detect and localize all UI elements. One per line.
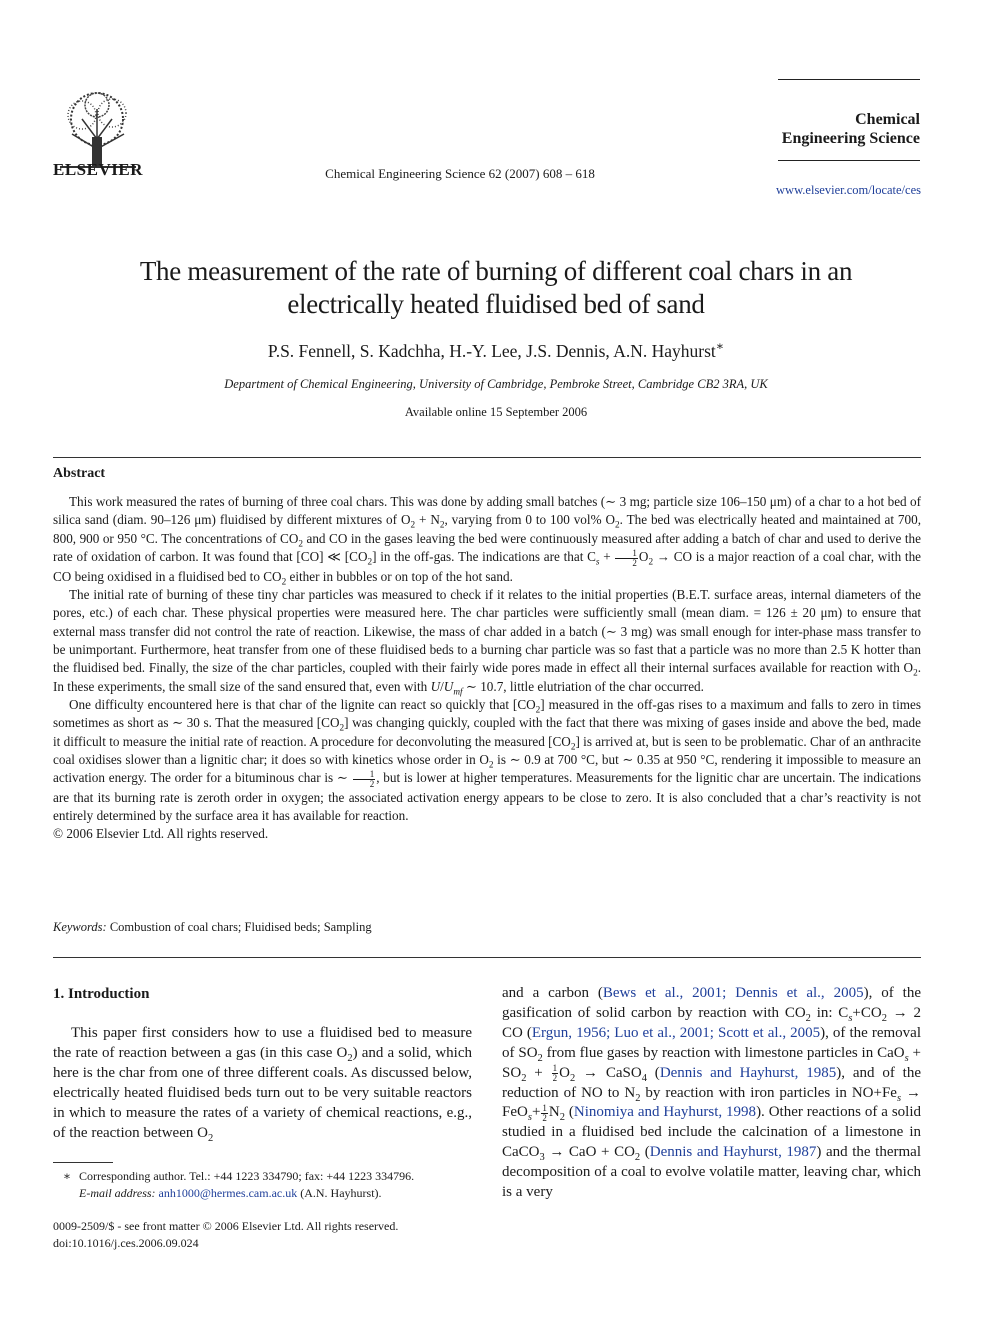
footnote-corresponding-author <box>53 1168 472 1201</box>
footnote-line-1 <box>53 1168 472 1185</box>
journal-title-line2: Engineering Science <box>781 130 920 147</box>
abstract-paragraph-2: The initial rate of burning of these tiny char particles was measured to check if it relates to the initial properties (B.E.T. surface areas, internal diameters of the pores, etc.) of each char. These physical properties were measured here. The char particles were sufficiently small (mean diam. = 126 ± 20 μm) to ensure that external mass transfer did not control the rate of reaction. Likewise, the mass of char added in a batch (∼ 3 mg) was small enough for inter-phase mass transfer to be unimportant. Furthermore, heat transfer from one of these fluidised beds to a burning char particle was so fast that a particle was no more than 2.5 K hotter than the fluidised bed. Finally, the size of the char particles, coupled with their fairly wide pores made in effect all their internal surfaces available for reaction with $O_2$. In these experiments, the small size of the sand ensured that, even with $U/U_{mf}$ ∼ 10.7, little elutriation of the char occurred. <box>53 586 921 697</box>
footnote-email-suffix: (A.N. Hayhurst). <box>300 1185 382 1200</box>
footnote-line-2 <box>53 1185 472 1202</box>
citation-link-dennis-hayhurst-1987[interactable]: Dennis and Hayhurst, 1987 <box>649 1144 817 1161</box>
affiliation: Department of Chemical Engineering, University of Cambridge, Pembroke Street, Cambridge CB2 3RA, UK <box>224 377 768 391</box>
abstract-paragraph-1: This work measured the rates of burning of three coal chars. This was done by adding small batches (∼ 3 mg; particle size 106–150 μm) of a char to a hot bed of silica sand (diam. 90–126 μm) fluidised by different mixtures of $O_2 + N_2$, varying from 0 to 100 vol% $O_2$. The bed was electrically heated and maintained at 700, 800, 900 or 950 °C. The concentrations of $CO_2$ and CO in the gases leaving the bed were continuously measured after adding a batch of char and used to derive the rate of oxidation of carbon. It was found that [CO] ≪ $[CO_2]$ in the off-gas. The indications are that $C_s$ + $\frac{1}{2}$ $O_2$ → CO is a major reaction of a coal char, with the CO being oxidised in a fluidised bed to $CO_2$ either in bubbles or on top of the hot sand. <box>53 494 922 587</box>
authors-text: P.S. Fennell, S. Kadchha, H.-Y. Lee, J.S. Dennis, A.N. Hayhurst <box>267 341 716 361</box>
journal-citation: Chemical Engineering Science 62 (2007) 608 – 618 <box>325 166 595 181</box>
article-title <box>90 255 902 321</box>
abstract-heading: Abstract <box>53 466 106 481</box>
header-rule-top <box>778 79 920 80</box>
article-title-line2: electrically heated fluidised bed of sand <box>287 289 705 319</box>
footnote-email-link[interactable]: anh1000@hermes.cam.ac.uk <box>158 1185 298 1200</box>
citation-link-dennis-hayhurst-1985[interactable]: Dennis and Hayhurst, 1985 <box>659 1064 837 1081</box>
intro-left-column: This paper first considers how to use a fluidised bed to measure the rate of reaction between a gas (in this case $O_2$) and a solid, which here is the char from one of three different coals. As discussed below, electrically heated fluidised beds turn out to be very suitable reactors in which to measure the rates of a variety of chemical reactions, e.g., of the reaction between $O_2$ <box>53 1025 472 1144</box>
citation-link-ninomiya-hayhurst[interactable]: Ninomiya and Hayhurst, 1998 <box>573 1104 757 1121</box>
front-matter-issn: 0009-2509/$ - see front matter © 2006 Elsevier Ltd. All rights reserved. <box>53 1219 399 1233</box>
keywords-text: Combustion of coal chars; Fluidised beds; Sampling <box>109 920 372 934</box>
footnote-contact: Corresponding author. Tel.: +44 1223 334790; fax: +44 1223 334796. <box>79 1169 415 1183</box>
section-heading-introduction: 1. Introduction <box>53 986 150 1002</box>
front-matter <box>53 1218 472 1252</box>
available-online-date: Available online 15 September 2006 <box>404 405 588 419</box>
abstract-body <box>53 493 921 844</box>
abstract-paragraph-3: One difficulty encountered here is that char of the lignite can react so quickly that $[CO_2]$ measured in the off-gas rises to a maximum and falls to zero in times sometimes as short as ∼ 30 s. That the measured $[CO_2]$ was changing quickly, coupled with the fact that there was mixing of gases inside and above the bed, made it difficult to measure the initial rate of reaction. A procedure for deconvoluting the measured $[CO_2]$ is arrived at, but is seen to be problematic. Char of an anthracite coal oxidises slower than a lignitic char; it does so with kinetics whose order in $O_2$ is ∼ 0.9 at 700 °C, but ∼ 0.35 at 950 °C, rendering it impossible to measure an activation energy. The order for a bituminous char is ∼ $\frac{1}{2}$ , but is lower at higher temperatures. Measurements for the lignitic char are uncertain. The indications are that its burning rate is zeroth order in oxygen; the associated activation energy appears to be close to zero. It is also concluded that a char’s reactivity is not entirely determined by the surface area it has available for reaction. <box>53 696 921 824</box>
citation-link-ergun-luo-scott[interactable]: Ergun, 1956; Luo et al., 2001; Scott et al., 2005 <box>531 1024 821 1041</box>
footnote-rule <box>53 1162 113 1163</box>
header-rule-bottom <box>778 160 920 161</box>
keywords <box>53 920 921 935</box>
footnote-email-label: E-mail address: <box>79 1185 156 1200</box>
abstract-rule-top <box>53 457 921 458</box>
keywords-label: Keywords: <box>53 920 107 934</box>
corresponding-author-mark[interactable]: ∗ <box>715 339 725 354</box>
journal-title-line1: Chemical <box>855 111 920 128</box>
citation-link-bews-dennis[interactable]: Bews et al., 2001; Dennis et al., 2005 <box>602 985 864 1001</box>
abstract-copyright: © 2006 Elsevier Ltd. All rights reserved. <box>53 826 269 842</box>
publisher-name: ELSEVIER <box>53 160 143 179</box>
front-matter-doi[interactable]: doi:10.1016/j.ces.2006.09.024 <box>53 1236 199 1250</box>
intro-right-column: and a carbon (Bews et al., 2001; Dennis et al., 2005), of the gasification of solid carbon by reaction with $CO_2$ in: $C_s+CO_2 \to 2$ CO (Ergun, 1956; Luo et al., 2001; Scott et al., 2005), of the removal of $SO_2$ from flue gases by reaction with limestone particles in $CaO_s + SO_2$ + $\frac{1}{2}$ $O_2$ → CaSO$_4$ (Dennis and Hayhurst, 1985), and of the reduction of NO to $N_2$ by reaction with iron particles in $NO+Fe_s \to FeO_s+$ $\frac{1}{2}$ $N_2$ (Ninomiya and Hayhurst, 1998). Other reactions of a solid studied in a fluidised bed include the calcination of a limestone in CaCO$_3$ → CaO + $CO_2$ (Dennis and Hayhurst, 1987) and the thermal decomposition of a coal to evolve volatile matter, leaving char, which is a very <box>502 985 922 1201</box>
article-title-line1: The measurement of the rate of burning of different coal chars in an <box>139 256 853 286</box>
journal-title <box>760 110 920 148</box>
author-list <box>90 341 902 362</box>
footnote-mark: ∗ <box>62 1169 71 1183</box>
abstract-rule-bottom <box>53 957 921 958</box>
journal-url-link[interactable]: www.elsevier.com/locate/ces <box>776 183 921 197</box>
